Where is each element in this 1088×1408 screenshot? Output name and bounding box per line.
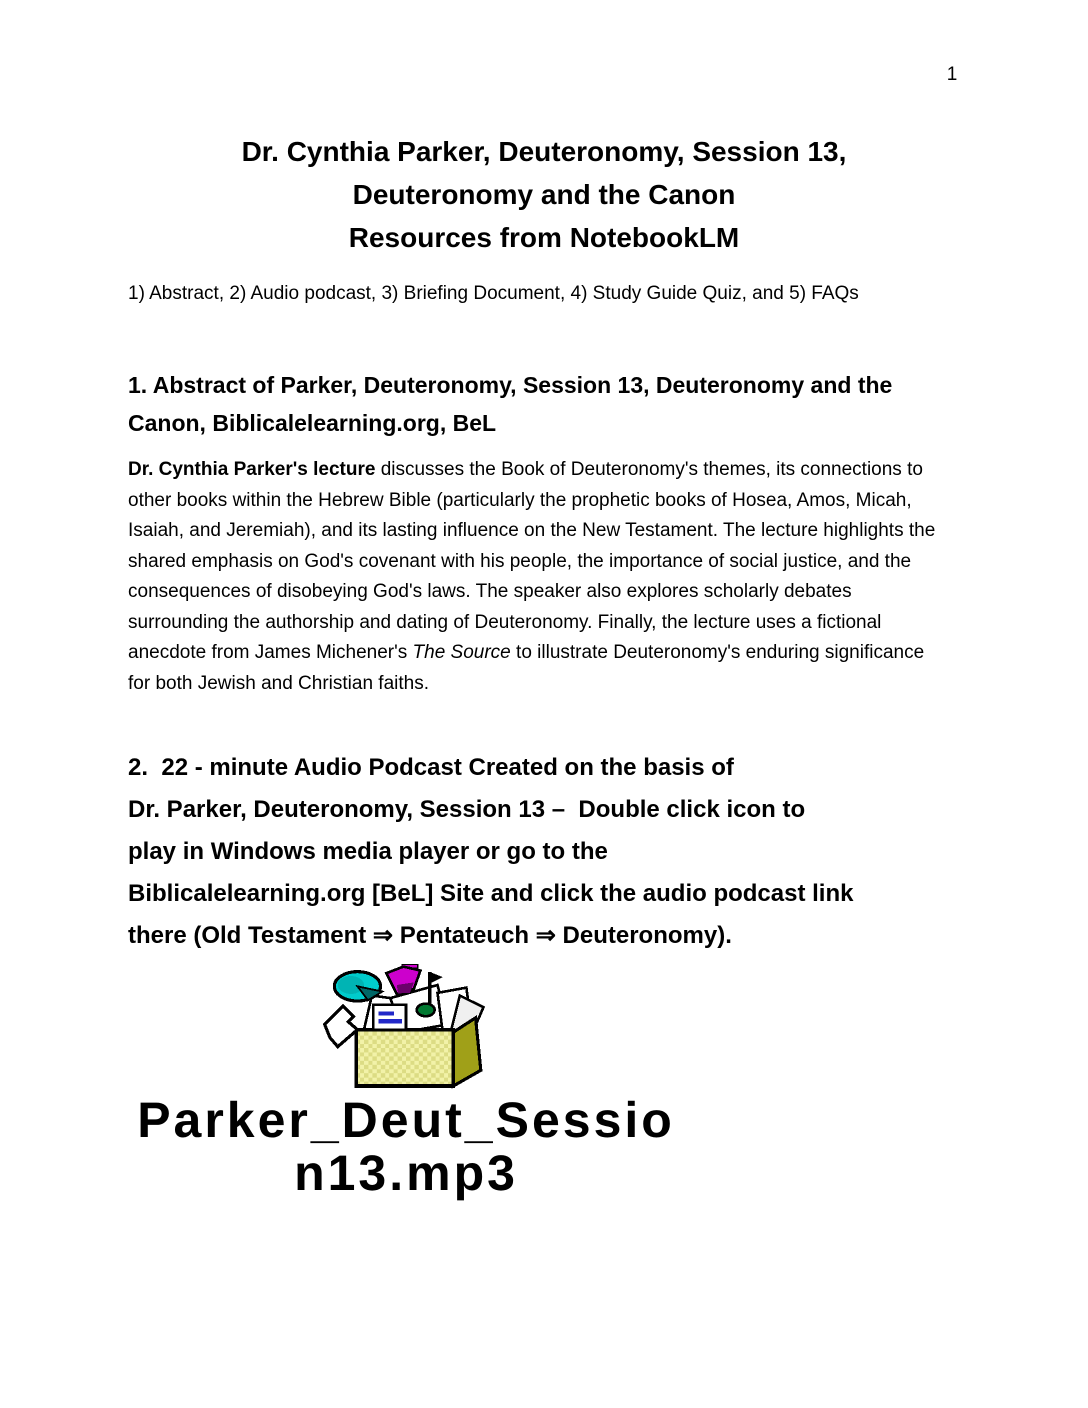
resources-list: 1) Abstract, 2) Audio podcast, 3) Briefing Document, 4) Study Guide Quiz, and 5) FAQs — [128, 283, 859, 304]
media-package-icon[interactable] — [322, 964, 490, 1090]
attachment-filename-line-2: n13.mp3 — [294, 1145, 518, 1201]
section-2-heading-line-5: there (Old Testament ⇒ Pentateuch ⇒ Deuteronomy). — [128, 922, 732, 949]
section-2-heading-line-4: Biblicalelearning.org [BeL] Site and click the audio podcast link — [128, 880, 854, 907]
section-1-heading-line-2: Canon, Biblicalelearning.org, BeL — [128, 410, 497, 436]
box-front-icon — [356, 1030, 453, 1086]
section-2-heading-line-1: 2. 22 - minute Audio Podcast Created on the basis of — [128, 754, 734, 781]
abstract-paragraph — [128, 455, 938, 699]
abstract-body-1: discusses the Book of Deuteronomy's themes, its connections to other books within the Hebrew Bible (particularly the prophetic books of Hosea, Amos, Micah, Isaiah, and Jeremiah), and its lasting influence on the New Testament. The lecture highlights the shared emphasis on God's covenant with his people, the importance of social justice, and the consequences of disobeying God's laws. The speaker also explores scholarly debates surrounding the authorship and dating of Deuteronomy. Finally, the lecture uses a fictional anecdote from James Michener's — [128, 459, 936, 663]
abstract-body-2: to illustrate Deuteronomy's enduring significance for both Jewish and Christian faiths. — [128, 642, 925, 694]
section-2-heading-line-2: Dr. Parker, Deuteronomy, Session 13 – Double click icon to — [128, 796, 806, 823]
attachment-filename-line-1: Parker_Deut_Sessio — [137, 1092, 675, 1148]
title-line-3: Resources from NotebookLM — [348, 222, 740, 253]
attachment-filename — [128, 1094, 684, 1200]
box-side-icon — [453, 1018, 481, 1086]
music-note-head-icon — [417, 1004, 435, 1017]
document-line-icon — [378, 1011, 394, 1015]
audio-attachment[interactable] — [128, 964, 684, 1200]
section-1-heading — [128, 366, 970, 442]
page-number: 1 — [946, 64, 958, 85]
abstract-lead-bold: Dr. Cynthia Parker's lecture — [128, 459, 376, 480]
title-line-1: Dr. Cynthia Parker, Deuteronomy, Session 13, — [241, 136, 847, 167]
document-icon — [373, 1005, 406, 1030]
music-note-flag-icon — [430, 972, 443, 984]
arrow-icon — [325, 1006, 358, 1047]
abstract-italic-title: The Source — [412, 642, 511, 663]
document-line-icon — [378, 1019, 402, 1023]
title-line-2: Deuteronomy and the Canon — [352, 179, 736, 210]
section-1-heading-line-1: 1. Abstract of Parker, Deuteronomy, Session 13, Deuteronomy and the — [128, 372, 893, 398]
section-2-heading — [128, 747, 998, 957]
section-2-heading-line-3: play in Windows media player or go to the — [128, 838, 608, 865]
document-title — [128, 130, 960, 259]
